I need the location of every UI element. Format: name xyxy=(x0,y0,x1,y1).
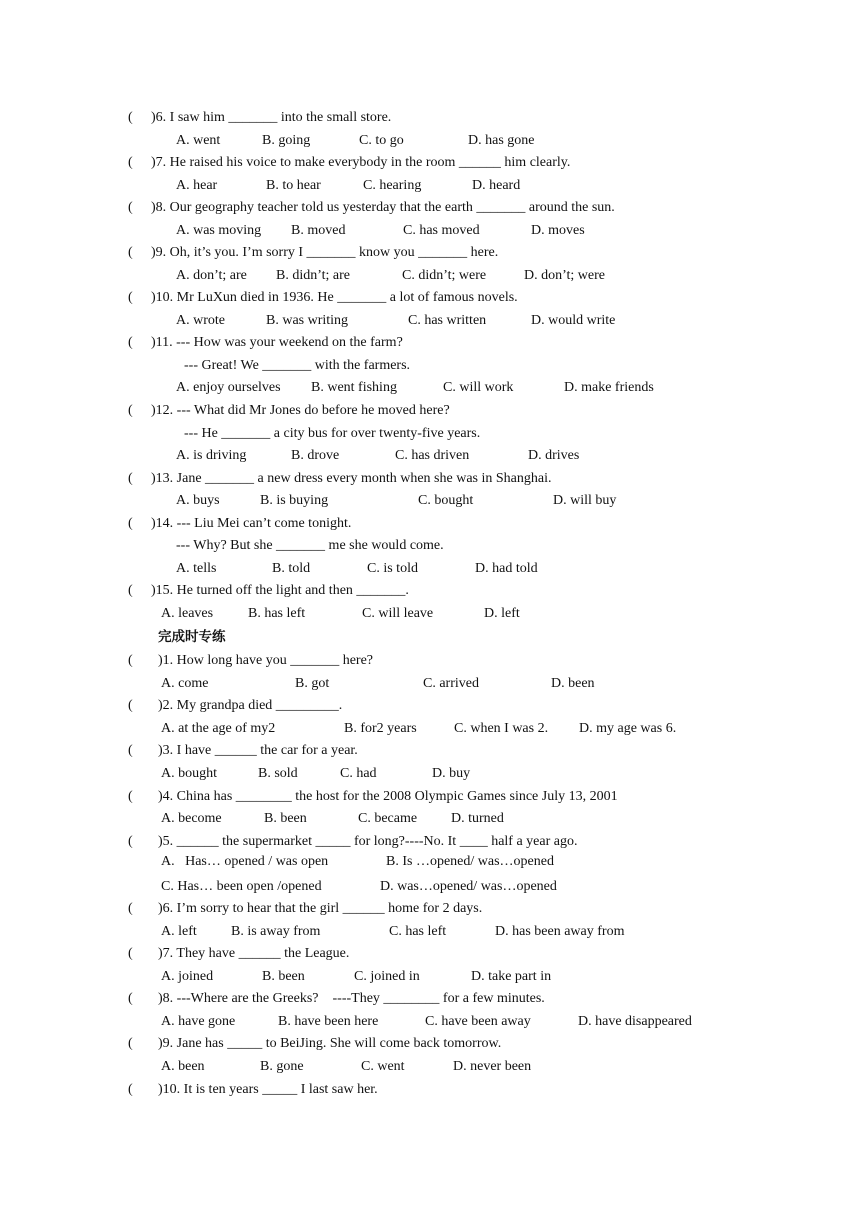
options-row xyxy=(0,266,860,288)
question-row xyxy=(0,696,860,718)
question-text: )6. I saw him _______ into the small store. xyxy=(151,110,392,125)
options-row xyxy=(0,809,860,831)
options-row xyxy=(0,604,860,626)
question-text: )10. It is ten years _____ I last saw her. xyxy=(158,1082,378,1097)
question-row xyxy=(0,787,860,809)
question-text: )14. --- Liu Mei can’t come tonight. xyxy=(151,516,352,531)
answer-option: D. make friends xyxy=(564,380,654,395)
answer-option: D. had told xyxy=(475,561,538,576)
answer-option: B. going xyxy=(262,133,311,148)
question-row xyxy=(0,288,860,310)
answer-option: B. drove xyxy=(291,448,340,463)
question-row xyxy=(0,243,860,265)
answer-option: D. has been away from xyxy=(495,924,625,939)
question-row xyxy=(0,989,860,1011)
question-text: )12. --- What did Mr Jones do before he moved here? xyxy=(151,403,450,418)
question-text: )2. My grandpa died _________. xyxy=(158,698,343,713)
dialogue-text: --- Great! We _______ with the farmers. xyxy=(184,358,411,373)
answer-option: C. to go xyxy=(359,133,404,148)
options-row xyxy=(0,719,860,741)
answer-option: D. turned xyxy=(451,811,504,826)
question-row xyxy=(0,832,860,854)
answer-option: C. has driven xyxy=(395,448,470,463)
options-row xyxy=(0,1057,860,1079)
answer-option: A. joined xyxy=(161,969,214,984)
section-heading xyxy=(0,627,860,649)
answer-blank[interactable]: ( xyxy=(128,471,133,486)
options-row xyxy=(0,1012,860,1034)
answer-option: D. have disappeared xyxy=(578,1014,692,1029)
question-row xyxy=(0,1080,860,1102)
answer-blank[interactable]: ( xyxy=(128,110,133,125)
question-row xyxy=(0,469,860,491)
options-row xyxy=(0,674,860,696)
answer-blank[interactable]: ( xyxy=(128,245,133,260)
options-row xyxy=(0,221,860,243)
answer-option: A. bought xyxy=(161,766,217,781)
question-row xyxy=(0,944,860,966)
answer-blank[interactable]: ( xyxy=(128,991,133,1006)
question-row xyxy=(0,514,860,536)
answer-option: C. has moved xyxy=(403,223,480,238)
answer-option: A. left xyxy=(161,924,197,939)
answer-blank[interactable]: ( xyxy=(128,403,133,418)
answer-option: C. became xyxy=(358,811,418,826)
question-row xyxy=(0,899,860,921)
question-text: )4. China has ________ the host for the 2008 Olympic Games since July 13, 2001 xyxy=(158,789,618,804)
dialogue-line xyxy=(0,424,860,446)
answer-option: C. hearing xyxy=(363,178,422,193)
answer-blank[interactable]: ( xyxy=(128,155,133,170)
answer-option: A. Has… opened / was open xyxy=(161,854,329,869)
answer-option: A. hear xyxy=(176,178,218,193)
question-row xyxy=(0,153,860,175)
answer-option: B. went fishing xyxy=(311,380,397,395)
options-row xyxy=(0,311,860,333)
options-row xyxy=(0,446,860,468)
question-row xyxy=(0,333,860,355)
answer-option: A. become xyxy=(161,811,222,826)
dialogue-line xyxy=(0,536,860,558)
answer-option: C. has left xyxy=(389,924,447,939)
answer-option: C. when I was 2. xyxy=(454,721,549,736)
answer-option: D. take part in xyxy=(471,969,552,984)
question-row xyxy=(0,108,860,130)
answer-option: A. is driving xyxy=(176,448,247,463)
answer-option: D. left xyxy=(484,606,520,621)
answer-blank[interactable]: ( xyxy=(128,743,133,758)
answer-option: A. come xyxy=(161,676,209,691)
question-text: )11. --- How was your weekend on the farm? xyxy=(151,335,403,350)
question-row xyxy=(0,401,860,423)
answer-blank[interactable]: ( xyxy=(128,698,133,713)
answer-option: D. heard xyxy=(472,178,521,193)
options-row xyxy=(0,922,860,944)
answer-option: D. would write xyxy=(531,313,616,328)
answer-blank[interactable]: ( xyxy=(128,516,133,531)
options-row xyxy=(0,559,860,581)
answer-option: B. was writing xyxy=(266,313,349,328)
answer-option: B. for2 years xyxy=(344,721,417,736)
options-row xyxy=(0,967,860,989)
options-row xyxy=(0,852,860,874)
answer-option: D. don’t; were xyxy=(524,268,605,283)
answer-blank[interactable]: ( xyxy=(128,1036,133,1051)
answer-option: B. didn’t; are xyxy=(276,268,351,283)
answer-option: B. got xyxy=(295,676,330,691)
question-row xyxy=(0,651,860,673)
answer-option: D. buy xyxy=(432,766,471,781)
answer-option: B. has left xyxy=(248,606,306,621)
answer-option: B. been xyxy=(264,811,307,826)
question-text: )3. I have ______ the car for a year. xyxy=(158,743,358,758)
answer-option: A. don’t; are xyxy=(176,268,247,283)
answer-option: C. had xyxy=(340,766,377,781)
dialogue-line xyxy=(0,356,860,378)
answer-option: B. have been here xyxy=(278,1014,379,1029)
options-row xyxy=(0,176,860,198)
answer-blank[interactable]: ( xyxy=(128,834,133,849)
answer-option: C. has written xyxy=(408,313,487,328)
options-row xyxy=(0,131,860,153)
answer-option: B. is buying xyxy=(260,493,329,508)
answer-option: D. was…opened/ was…opened xyxy=(380,879,557,894)
question-text: )8. Our geography teacher told us yesterday that the earth _______ around the sun. xyxy=(151,200,615,215)
section-title: 完成时专练 xyxy=(158,629,226,645)
question-text: )6. I’m sorry to hear that the girl ______ home for 2 days. xyxy=(158,901,483,916)
question-text: )8. ---Where are the Greeks? ----They ________ for a few minutes. xyxy=(158,991,545,1006)
options-row xyxy=(0,877,860,899)
question-text: )1. How long have you _______ here? xyxy=(158,653,374,668)
answer-option: C. joined in xyxy=(354,969,420,984)
question-text: )13. Jane _______ a new dress every month when she was in Shanghai. xyxy=(151,471,552,486)
answer-option: C. went xyxy=(361,1059,405,1074)
answer-option: B. to hear xyxy=(266,178,321,193)
answer-blank[interactable]: ( xyxy=(128,583,133,598)
answer-option: B. Is …opened/ was…opened xyxy=(386,854,554,869)
answer-option: A. buys xyxy=(176,493,220,508)
question-row xyxy=(0,1034,860,1056)
answer-option: C. will leave xyxy=(362,606,434,621)
answer-option: A. wrote xyxy=(176,313,225,328)
answer-blank[interactable]: ( xyxy=(128,1082,133,1097)
question-text: )9. Jane has _____ to BeiJing. She will come back tomorrow. xyxy=(158,1036,502,1051)
question-row xyxy=(0,198,860,220)
answer-option: C. have been away xyxy=(425,1014,531,1029)
answer-option: A. enjoy ourselves xyxy=(176,380,281,395)
answer-option: C. bought xyxy=(418,493,474,508)
answer-option: A. leaves xyxy=(161,606,214,621)
answer-option: A. tells xyxy=(176,561,217,576)
answer-blank[interactable]: ( xyxy=(128,200,133,215)
question-row xyxy=(0,581,860,603)
answer-blank[interactable]: ( xyxy=(128,901,133,916)
answer-option: D. been xyxy=(551,676,595,691)
answer-option: C. will work xyxy=(443,380,514,395)
answer-option: B. been xyxy=(262,969,305,984)
answer-blank[interactable]: ( xyxy=(128,653,133,668)
question-text: )15. He turned off the light and then _______. xyxy=(151,583,409,598)
answer-option: D. drives xyxy=(528,448,580,463)
answer-option: D. will buy xyxy=(553,493,617,508)
answer-option: C. Has… been open /opened xyxy=(161,879,322,894)
answer-option: B. gone xyxy=(260,1059,304,1074)
options-row xyxy=(0,764,860,786)
options-row xyxy=(0,491,860,513)
answer-option: C. arrived xyxy=(423,676,479,691)
question-text: )5. ______ the supermarket _____ for long?----No. It ____ half a year ago. xyxy=(158,834,578,849)
answer-option: D. my age was 6. xyxy=(579,721,677,736)
answer-blank[interactable]: ( xyxy=(128,335,133,350)
answer-option: B. told xyxy=(272,561,311,576)
question-text: )7. They have ______ the League. xyxy=(158,946,350,961)
answer-option: D. has gone xyxy=(468,133,535,148)
answer-option: A. went xyxy=(176,133,221,148)
answer-option: A. been xyxy=(161,1059,205,1074)
answer-option: A. at the age of my2 xyxy=(161,721,276,736)
answer-option: D. never been xyxy=(453,1059,532,1074)
question-text: )7. He raised his voice to make everybody in the room ______ him clearly. xyxy=(151,155,571,170)
answer-option: C. didn’t; were xyxy=(402,268,487,283)
answer-option: B. sold xyxy=(258,766,298,781)
dialogue-text: --- He _______ a city bus for over twenty-five years. xyxy=(184,426,481,441)
answer-option: A. have gone xyxy=(161,1014,236,1029)
options-row xyxy=(0,378,860,400)
question-row xyxy=(0,741,860,763)
answer-blank[interactable]: ( xyxy=(128,290,133,305)
dialogue-text: --- Why? But she _______ me she would come. xyxy=(176,538,444,553)
answer-option: D. moves xyxy=(531,223,585,238)
answer-option: C. is told xyxy=(367,561,418,576)
answer-option: A. was moving xyxy=(176,223,262,238)
answer-option: B. is away from xyxy=(231,924,321,939)
answer-blank[interactable]: ( xyxy=(128,789,133,804)
answer-option: B. moved xyxy=(291,223,346,238)
answer-blank[interactable]: ( xyxy=(128,946,133,961)
question-text: )9. Oh, it’s you. I’m sorry I _______ know you _______ here. xyxy=(151,245,499,260)
question-text: )10. Mr LuXun died in 1936. He _______ a lot of famous novels. xyxy=(151,290,518,305)
